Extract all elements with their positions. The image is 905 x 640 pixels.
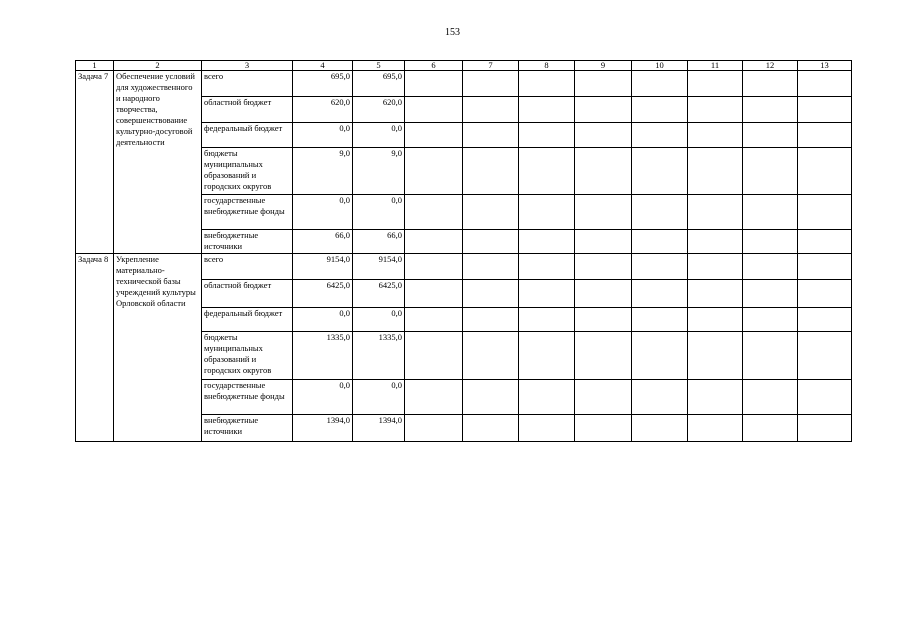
empty-cell [743,195,798,230]
empty-cell [575,71,632,97]
value-cell: 66,0 [353,230,405,254]
empty-cell [632,280,688,308]
empty-cell [575,415,632,442]
funding-source: областной бюджет [202,97,293,123]
empty-cell [463,97,519,123]
task-cell: Задача 7 [76,71,114,254]
empty-cell [688,148,743,195]
value-cell: 0,0 [353,308,405,332]
empty-cell [405,123,463,148]
empty-cell [575,230,632,254]
table-row [76,71,852,97]
column-header: 13 [798,61,852,71]
funding-source: всего [202,254,293,280]
funding-source: всего [202,71,293,97]
empty-cell [575,123,632,148]
empty-cell [632,332,688,380]
empty-cell [463,71,519,97]
column-header: 2 [114,61,202,71]
empty-cell [405,254,463,280]
empty-cell [632,148,688,195]
value-cell: 1335,0 [293,332,353,380]
funding-source: бюджеты муниципальных образований и городских округов [202,148,293,195]
value-cell: 9,0 [293,148,353,195]
header-row [76,61,852,71]
empty-cell [405,280,463,308]
value-cell: 0,0 [293,308,353,332]
column-header: 12 [743,61,798,71]
table-row [76,254,852,280]
task-description: Обеспечение условий для художественного и народного творчества, совершенствование культурно-досуговой деятельности [114,71,202,254]
empty-cell [688,195,743,230]
value-cell: 695,0 [353,71,405,97]
empty-cell [798,380,852,415]
column-header: 11 [688,61,743,71]
empty-cell [463,308,519,332]
empty-cell [575,195,632,230]
empty-cell [519,148,575,195]
funding-source: внебюджетные источники [202,415,293,442]
empty-cell [632,415,688,442]
empty-cell [519,71,575,97]
empty-cell [632,380,688,415]
value-cell: 1335,0 [353,332,405,380]
empty-cell [463,230,519,254]
value-cell: 1394,0 [293,415,353,442]
empty-cell [632,254,688,280]
funding-source: областной бюджет [202,280,293,308]
empty-cell [632,71,688,97]
empty-cell [463,254,519,280]
empty-cell [519,380,575,415]
value-cell: 620,0 [353,97,405,123]
column-header: 3 [202,61,293,71]
empty-cell [632,97,688,123]
value-cell: 6425,0 [353,280,405,308]
value-cell: 1394,0 [353,415,405,442]
empty-cell [798,97,852,123]
empty-cell [575,280,632,308]
empty-cell [405,415,463,442]
empty-cell [519,123,575,148]
column-header: 8 [519,61,575,71]
empty-cell [575,148,632,195]
empty-cell [405,71,463,97]
empty-cell [688,332,743,380]
column-header: 6 [405,61,463,71]
value-cell: 0,0 [293,195,353,230]
empty-cell [743,97,798,123]
funding-source: федеральный бюджет [202,123,293,148]
empty-cell [798,280,852,308]
empty-cell [463,195,519,230]
empty-cell [743,71,798,97]
empty-cell [519,415,575,442]
empty-cell [743,280,798,308]
empty-cell [688,254,743,280]
empty-cell [463,332,519,380]
empty-cell [743,230,798,254]
task-cell: Задача 8 [76,254,114,442]
empty-cell [743,123,798,148]
funding-source: государственные внебюджетные фонды [202,380,293,415]
empty-cell [519,97,575,123]
empty-cell [519,195,575,230]
value-cell: 0,0 [353,380,405,415]
value-cell: 9,0 [353,148,405,195]
empty-cell [688,230,743,254]
empty-cell [688,280,743,308]
empty-cell [632,308,688,332]
task-description: Укрепление материально-технической базы учреждений культуры Орловской области [114,254,202,442]
empty-cell [405,230,463,254]
empty-cell [405,308,463,332]
column-header: 5 [353,61,405,71]
empty-cell [743,254,798,280]
empty-cell [519,332,575,380]
value-cell: 66,0 [293,230,353,254]
empty-cell [405,148,463,195]
empty-cell [575,332,632,380]
empty-cell [798,71,852,97]
empty-cell [463,123,519,148]
empty-cell [405,97,463,123]
empty-cell [575,97,632,123]
value-cell: 0,0 [353,123,405,148]
funding-source: федеральный бюджет [202,308,293,332]
column-header: 4 [293,61,353,71]
empty-cell [463,415,519,442]
empty-cell [798,254,852,280]
empty-cell [743,308,798,332]
value-cell: 0,0 [293,123,353,148]
empty-cell [575,308,632,332]
value-cell: 620,0 [293,97,353,123]
empty-cell [632,123,688,148]
empty-cell [463,280,519,308]
funding-source: бюджеты муниципальных образований и городских округов [202,332,293,380]
empty-cell [798,148,852,195]
budget-table [75,60,852,442]
empty-cell [463,380,519,415]
empty-cell [632,230,688,254]
empty-cell [688,380,743,415]
empty-cell [405,195,463,230]
empty-cell [688,123,743,148]
funding-source: государственные внебюджетные фонды [202,195,293,230]
empty-cell [519,254,575,280]
empty-cell [688,97,743,123]
value-cell: 9154,0 [293,254,353,280]
column-header: 1 [76,61,114,71]
empty-cell [688,308,743,332]
empty-cell [798,195,852,230]
empty-cell [743,332,798,380]
empty-cell [798,123,852,148]
empty-cell [519,280,575,308]
page-number: 153 [445,27,460,38]
value-cell: 9154,0 [353,254,405,280]
empty-cell [575,380,632,415]
empty-cell [798,415,852,442]
funding-source: внебюджетные источники [202,230,293,254]
value-cell: 0,0 [353,195,405,230]
empty-cell [743,380,798,415]
empty-cell [405,380,463,415]
column-header: 9 [575,61,632,71]
value-cell: 0,0 [293,380,353,415]
empty-cell [743,415,798,442]
empty-cell [575,254,632,280]
empty-cell [798,230,852,254]
empty-cell [519,308,575,332]
empty-cell [798,308,852,332]
empty-cell [405,332,463,380]
empty-cell [798,332,852,380]
empty-cell [688,415,743,442]
empty-cell [519,230,575,254]
empty-cell [632,195,688,230]
value-cell: 6425,0 [293,280,353,308]
empty-cell [688,71,743,97]
value-cell: 695,0 [293,71,353,97]
empty-cell [463,148,519,195]
column-header: 7 [463,61,519,71]
empty-cell [743,148,798,195]
column-header: 10 [632,61,688,71]
